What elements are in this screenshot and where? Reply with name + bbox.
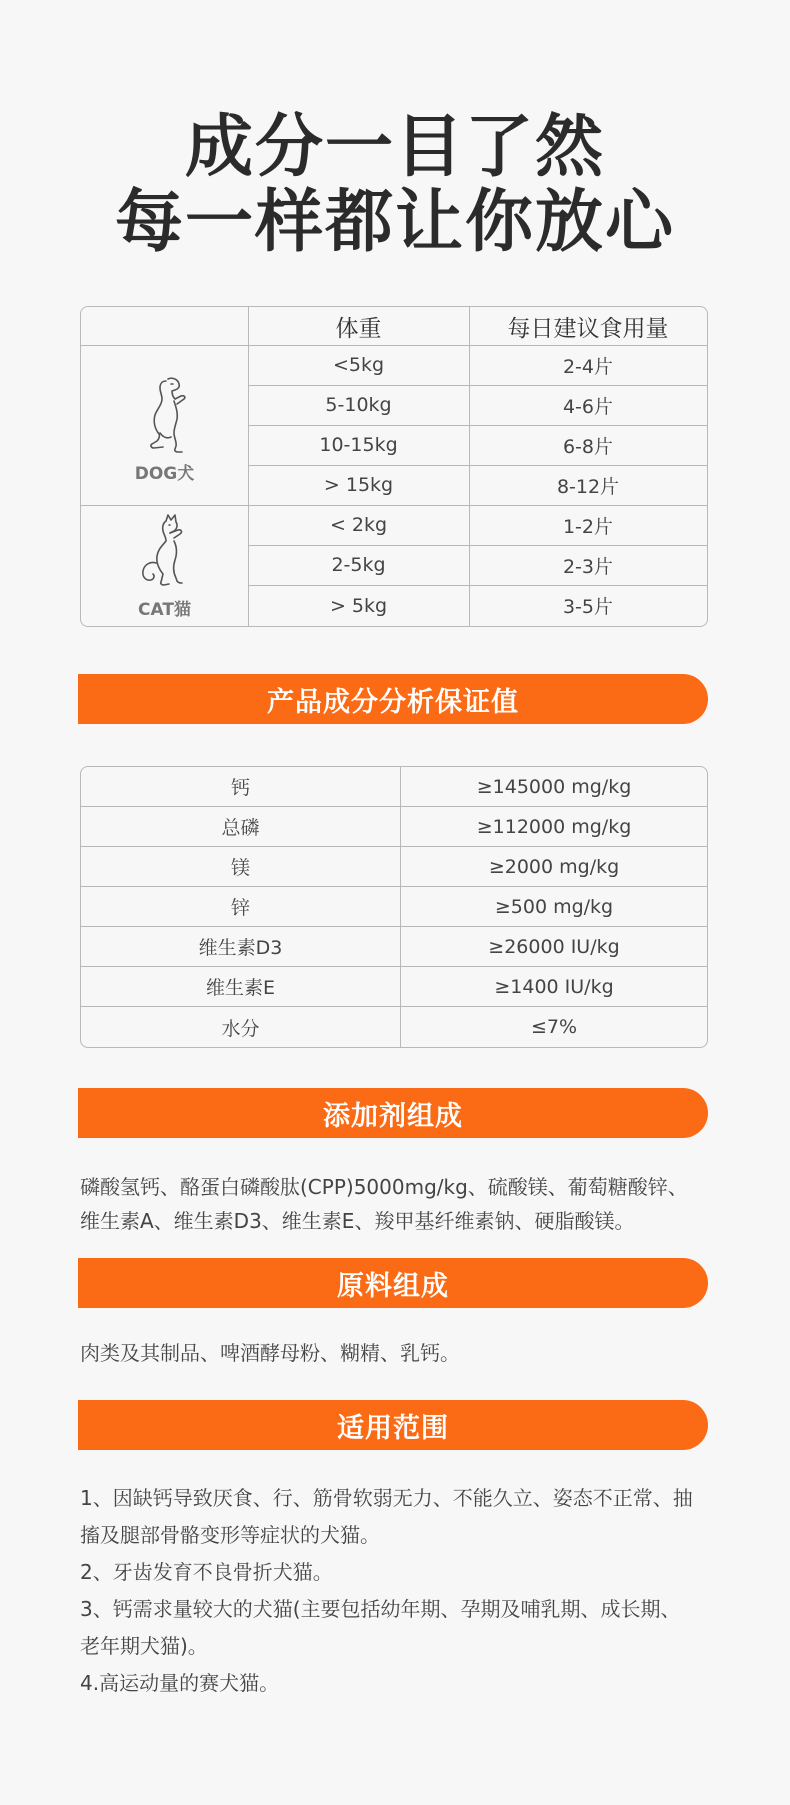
scope-line: 搐及腿部骨骼变形等症状的犬猫。: [80, 1523, 380, 1547]
cat-weight-cell: < 2kg: [329, 514, 388, 536]
analysis-banner: 产品成分分析保证值: [78, 674, 708, 724]
nutrient-value: ≥145000 mg/kg: [476, 775, 632, 798]
scope-banner: 适用范围: [78, 1400, 708, 1450]
scope-line: 1、因缺钙导致厌食、行、筋骨软弱无力、不能久立、姿态不正常、抽: [80, 1486, 693, 1510]
scope-line: 老年期犬猫)。: [80, 1634, 208, 1658]
nutrient-value: ≤7%: [530, 1016, 578, 1038]
dog-icon: [138, 375, 192, 455]
additives-line-1: 磷酸氢钙、酪蛋白磷酸肽(CPP)5000mg/kg、硫酸镁、葡萄糖酸锌、: [80, 1175, 688, 1199]
cat-weight-cell: > 5kg: [329, 594, 388, 617]
dog-weight-cell: 10-15kg: [319, 434, 398, 456]
additives-text: [80, 1170, 710, 1238]
analysis-row: [81, 807, 707, 847]
dog-cell: [81, 375, 248, 484]
cat-weight-cell: 2-5kg: [331, 554, 386, 576]
nutrient-name: 镁: [81, 847, 401, 886]
nutrient-value: ≥2000 mg/kg: [488, 855, 620, 878]
nutrient-name: 钙: [81, 767, 401, 806]
dosage-table: [80, 306, 708, 627]
analysis-table: [80, 766, 708, 1048]
nutrient-value: ≥1400 IU/kg: [494, 975, 614, 998]
analysis-row: [81, 1007, 707, 1047]
nutrient-name: 水分: [81, 1007, 401, 1047]
headline-line-2: 每一样都让你放心: [114, 183, 675, 262]
nutrient-name: 维生素E: [81, 967, 401, 1006]
headline-line-1: 成分一目了然: [184, 108, 605, 187]
nutrient-name: 维生素D3: [81, 927, 401, 966]
scope-line: 2、牙齿发育不良骨折犬猫。: [80, 1560, 333, 1584]
ingredients-text: 肉类及其制品、啤酒酵母粉、糊精、乳钙。: [80, 1341, 460, 1365]
scope-line: 4.高运动量的赛犬猫。: [80, 1671, 280, 1695]
nutrient-name: 总磷: [81, 807, 401, 846]
additives-banner: 添加剂组成: [78, 1088, 708, 1138]
cat-icon: [136, 513, 194, 591]
dog-daily-cell: 4-6片: [562, 395, 614, 418]
dog-daily-cell: 8-12片: [556, 475, 620, 498]
analysis-row: [81, 767, 707, 807]
scope-line: 3、钙需求量较大的犬猫(主要包括幼年期、孕期及哺乳期、成长期、: [80, 1597, 681, 1621]
ingredients-banner: 原料组成: [78, 1258, 708, 1308]
nutrient-value: ≥500 mg/kg: [494, 895, 614, 918]
nutrient-value: ≥26000 IU/kg: [488, 935, 620, 958]
nutrient-name: 锌: [81, 887, 401, 926]
scope-list: [80, 1480, 710, 1702]
analysis-row: [81, 967, 707, 1007]
cat-daily-cell: 2-3片: [562, 555, 614, 578]
cat-cell: [81, 513, 248, 620]
dog-weight-cell: > 15kg: [323, 474, 394, 496]
dog-daily-cell: 2-4片: [562, 355, 614, 378]
cat-daily-cell: 1-2片: [562, 515, 614, 538]
nutrient-value: ≥112000 mg/kg: [476, 815, 632, 838]
header-daily-amount: 每日建议食用量: [507, 315, 669, 342]
analysis-row: [81, 887, 707, 927]
cat-label: CAT猫: [138, 600, 191, 620]
additives-line-2: 维生素A、维生素D3、维生素E、羧甲基纤维素钠、硬脂酸镁。: [80, 1209, 635, 1233]
dog-weight-cell: <5kg: [332, 354, 385, 376]
analysis-row: [81, 847, 707, 887]
cat-daily-cell: 3-5片: [562, 596, 614, 618]
header-weight: 体重: [335, 315, 382, 342]
dog-label: DOG犬: [134, 464, 195, 484]
dog-weight-cell: 5-10kg: [325, 394, 392, 416]
dog-daily-cell: 6-8片: [562, 435, 614, 458]
analysis-row: [81, 927, 707, 967]
